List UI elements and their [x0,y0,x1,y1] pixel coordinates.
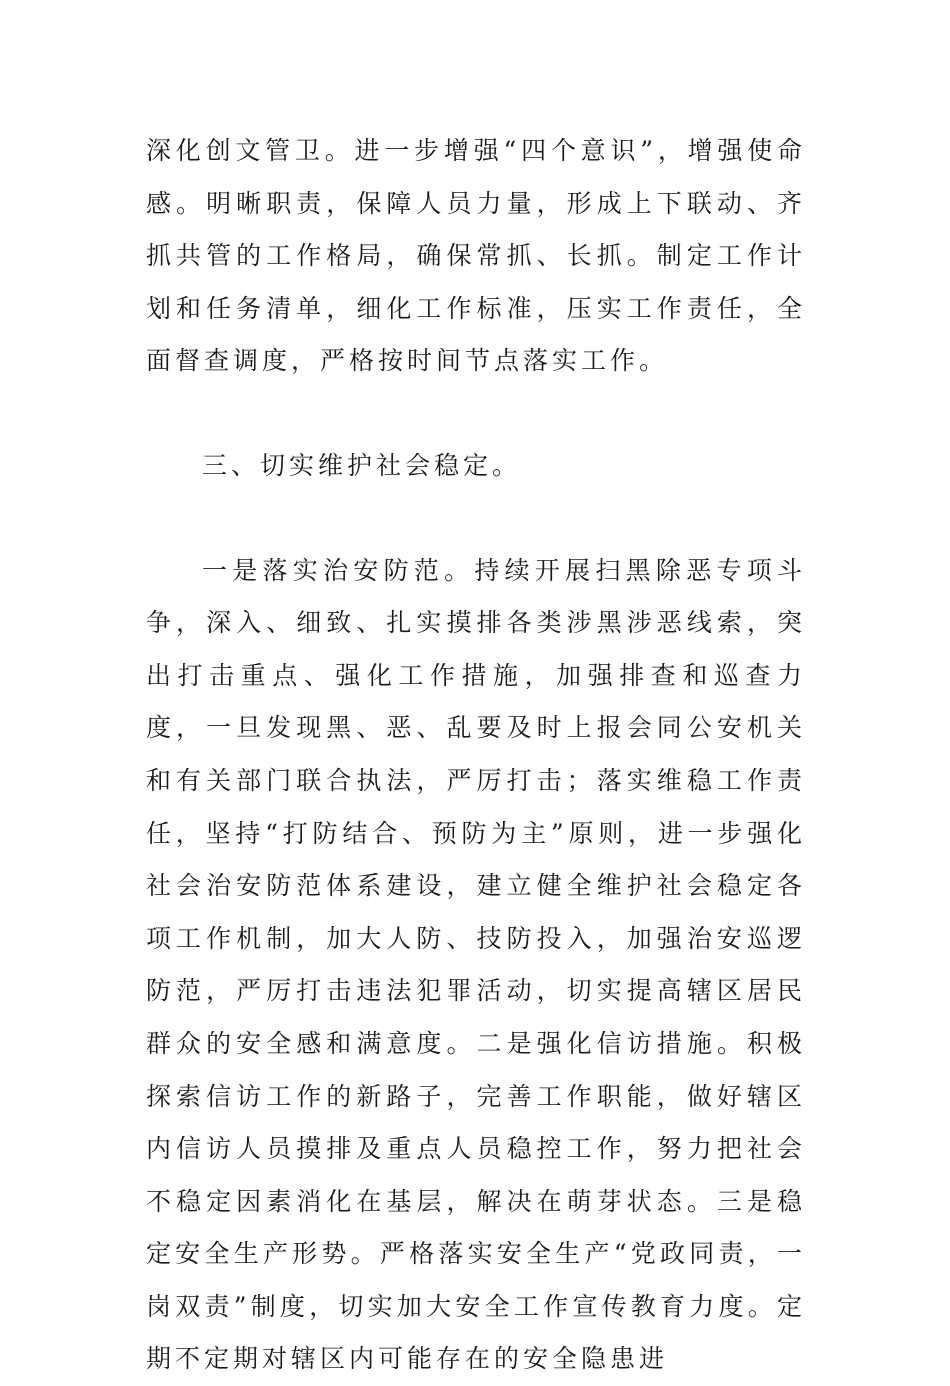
document-body [146,125,806,1386]
paragraph-civic-sanitation: 深化创文管卫。进一步增强“四个意识”，增强使命感。明晰职责，保障人员力量，形成上下联动、齐抓共管的工作格局，确保常抓、长抓。制定工作计划和任务清单，细化工作标准，压实工作责任，全面督查调度，严格按时间节点落实工作。 [146,136,806,376]
paragraph-public-security: 一是落实治安防范。持续开展扫黑除恶专项斗争，深入、细致、扎实摸排各类涉黑涉恶线索，突出打击重点、强化工作措施，加强排查和巡查力度，一旦发现黑、恶、乱要及时上报会同公安机关和有关部门联合执法，严厉打击；落实维稳工作责任，坚持“打防结合、预防为主”原则，进一步强化社会治安防范体系建设，建立健全维护社会稳定各项工作机制，加大人防、技防投入，加强治安巡逻防范，严厉打击违法犯罪活动，切实提高辖区居民群众的安全感和满意度。二是强化信访措施。积极探索信访工作的新路子，完善工作职能，做好辖区内信访人员摸排及重点人员稳控工作，努力把社会不稳定因素消化在基层，解决在萌芽状态。三是稳定安全生产形势。严格落实安全生产“党政同责，一岗双责”制度，切实加大安全工作宣传教育力度。定期不定期对辖区内可能存在的安全隐患进 [146,555,806,1374]
section-heading-social-stability: 三、切实维护社会稳定。 [202,450,522,480]
